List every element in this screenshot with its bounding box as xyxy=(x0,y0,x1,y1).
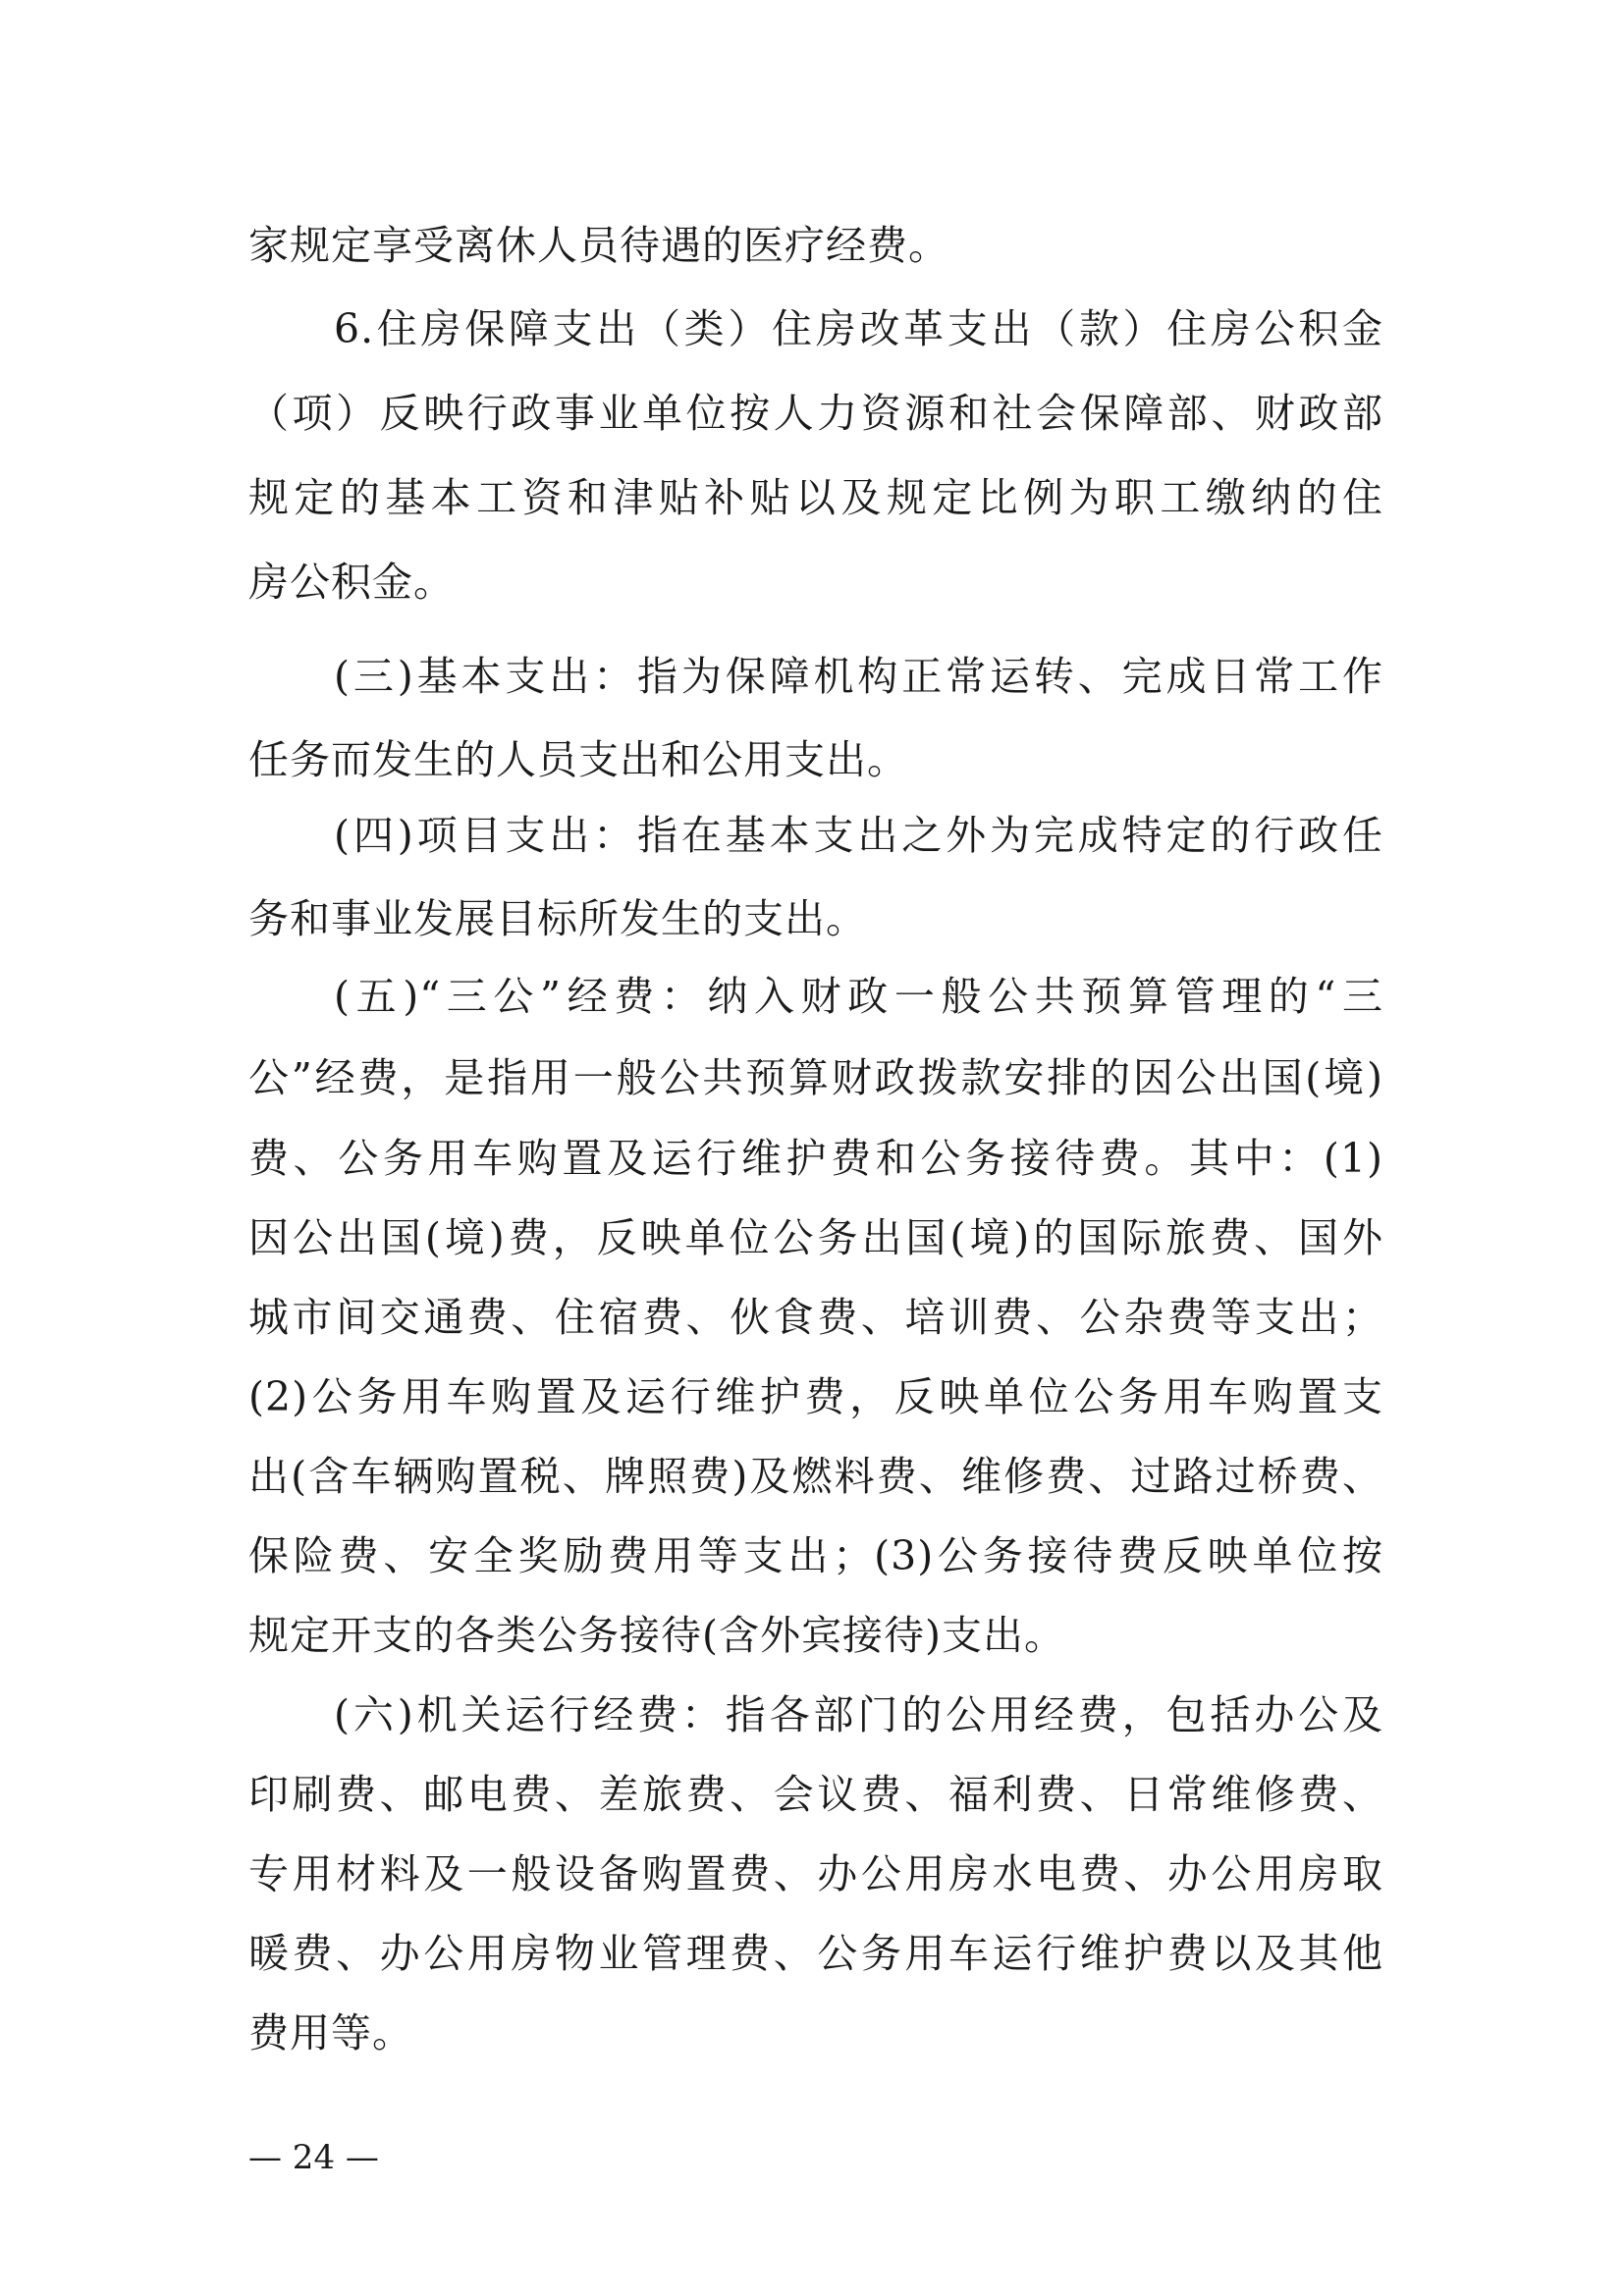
text-line: 规定开支的各类公务接待(含外宾接待)支出。 xyxy=(248,1612,1065,1659)
text-line: 因公出国(境)费，反映单位公务出国(境)的国际旅费、国外 xyxy=(248,1214,1383,1261)
text-line: (四)项目支出：指在基本支出之外为完成特定的行政任 xyxy=(334,812,1383,859)
text-line: (三)基本支出：指为保障机构正常运转、完成日常工作 xyxy=(334,653,1383,700)
text-line: 出(含车辆购置税、牌照费)及燃料费、维修费、过路过桥费、 xyxy=(248,1453,1383,1500)
text-line: 专用材料及一般设备购置费、办公用房水电费、办公用房取 xyxy=(248,1850,1383,1897)
text-line: 保险费、安全奖励费用等支出；(3)公务接待费反映单位按 xyxy=(248,1532,1383,1579)
text-line: 城市间交通费、住宿费、伙食费、培训费、公杂费等支出； xyxy=(248,1294,1383,1341)
text-line: 费用等。 xyxy=(248,2009,413,2056)
text-line: 费、公务用车购置及运行维护费和公务接待费。其中：(1) xyxy=(248,1135,1383,1182)
text-line: 6.住房保障支出（类）住房改革支出（款）住房公积金 xyxy=(334,305,1383,352)
text-line: （项）反映行政事业单位按人力资源和社会保障部、财政部 xyxy=(248,390,1383,437)
text-line: 务和事业发展目标所发生的支出。 xyxy=(248,895,867,942)
text-line: 印刷费、邮电费、差旅费、会议费、福利费、日常维修费、 xyxy=(248,1771,1383,1818)
text-line: (六)机关运行经费：指各部门的公用经费，包括办公及 xyxy=(334,1691,1383,1738)
text-line: 家规定享受离休人员待遇的医疗经费。 xyxy=(248,222,949,269)
text-line: 任务而发生的人员支出和公用支出。 xyxy=(248,736,908,783)
text-line: 暖费、办公用房物业管理费、公务用车运行维护费以及其他 xyxy=(248,1930,1383,1977)
text-line: (2)公务用车购置及运行维护费，反映单位公务用车购置支 xyxy=(248,1373,1383,1420)
text-line: (五)“三公”经费：纳入财政一般公共预算管理的“三 xyxy=(334,973,1383,1020)
text-line: 房公积金。 xyxy=(248,559,455,606)
text-line: 公”经费，是指用一般公共预算财政拨款安排的因公出国(境) xyxy=(248,1054,1383,1101)
text-line: 规定的基本工资和津贴补贴以及规定比例为职工缴纳的住 xyxy=(248,474,1383,521)
page-number: — 24 — xyxy=(248,2138,379,2177)
